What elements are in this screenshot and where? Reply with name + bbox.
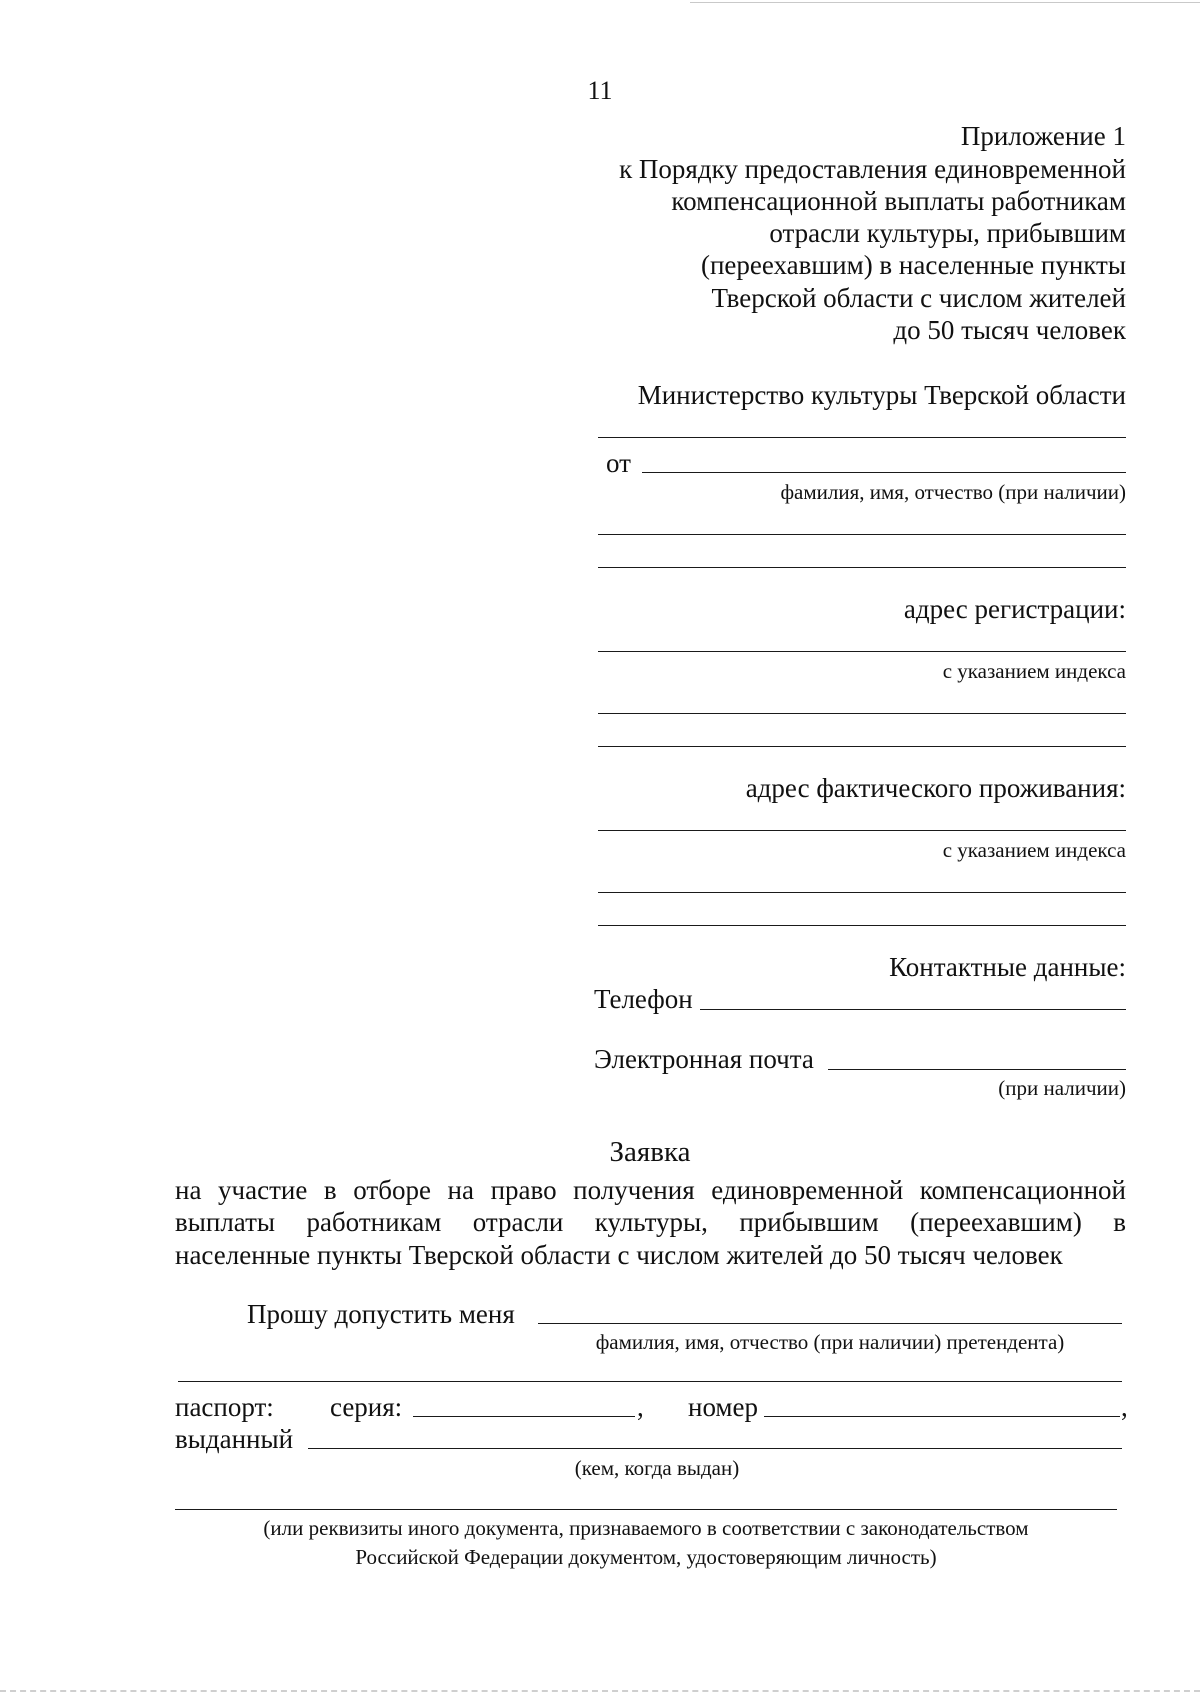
from-label: от	[606, 448, 631, 478]
actual-index-hint: с указанием индекса	[942, 838, 1126, 862]
passport-label: паспорт:	[175, 1392, 274, 1422]
applicant-extra-line[interactable]	[178, 1381, 1122, 1382]
number-label: номер	[688, 1392, 759, 1422]
series-label: серия:	[330, 1392, 403, 1422]
appendix-line-5: (переехавшим) в населенные пункты	[700, 250, 1126, 280]
appendix-line-6: Тверской области с числом жителей	[711, 283, 1126, 313]
appendix-line-1: Приложение 1	[960, 121, 1126, 151]
ministry-blank-line	[598, 437, 1126, 438]
reg-address-line-3[interactable]	[598, 746, 1126, 747]
application-title: Заявка	[609, 1136, 691, 1168]
phone-line[interactable]	[700, 1009, 1126, 1010]
page-number: 11	[587, 76, 613, 105]
number-line[interactable]	[764, 1416, 1120, 1417]
appendix-line-4: отрасли культуры, прибывшим	[769, 218, 1126, 248]
application-subtitle-line-1: на участие в отборе на право получения единовременной компенсационной	[175, 1175, 1126, 1205]
applicant-fio-line[interactable]	[538, 1323, 1122, 1324]
fio-hint: фамилия, имя, отчество (при наличии)	[780, 480, 1126, 504]
email-line[interactable]	[828, 1069, 1126, 1070]
fio-extra-line-1[interactable]	[598, 534, 1126, 535]
request-label: Прошу допустить меня	[247, 1299, 515, 1329]
series-line[interactable]	[413, 1416, 635, 1417]
application-subtitle-line-2: выплаты работникам отрасли культуры, прибывшим (переехавшим) в	[175, 1207, 1126, 1237]
scan-edge-top	[690, 2, 1200, 3]
appendix-line-2: к Порядку предоставления единовременной	[619, 154, 1126, 184]
actual-address-label: адрес фактического проживания:	[745, 773, 1126, 803]
appendix-line-3: компенсационной выплаты работникам	[671, 186, 1126, 216]
email-label: Электронная почта	[594, 1044, 814, 1074]
contacts-label: Контактные данные:	[889, 952, 1126, 982]
applicant-hint: фамилия, имя, отчество (при наличии) претендента)	[595, 1330, 1065, 1354]
scan-edge-bottom	[0, 1690, 1200, 1692]
actual-address-line-1[interactable]	[598, 830, 1126, 831]
other-doc-line[interactable]	[175, 1509, 1117, 1510]
reg-address-line-2[interactable]	[598, 713, 1126, 714]
issued-label: выданный	[175, 1424, 294, 1454]
reg-address-line-1[interactable]	[598, 651, 1126, 652]
appendix-line-7: до 50 тысяч человек	[893, 315, 1126, 345]
issued-hint: (кем, когда выдан)	[574, 1456, 740, 1480]
other-doc-hint-2: Российской Федерации документом, удостоверяющим личность)	[355, 1545, 937, 1569]
phone-label: Телефон	[594, 984, 693, 1014]
email-hint: (при наличии)	[998, 1076, 1126, 1100]
actual-address-line-3[interactable]	[598, 925, 1126, 926]
series-comma: ,	[637, 1392, 644, 1422]
from-fio-line[interactable]	[642, 472, 1126, 473]
actual-address-line-2[interactable]	[598, 892, 1126, 893]
fio-extra-line-2[interactable]	[598, 567, 1126, 568]
reg-index-hint: с указанием индекса	[942, 659, 1126, 683]
issued-line[interactable]	[308, 1448, 1122, 1449]
reg-address-label: адрес регистрации:	[903, 594, 1126, 624]
number-comma: ,	[1121, 1392, 1128, 1422]
application-subtitle-line-3: населенные пункты Тверской области с числом жителей до 50 тысяч человек	[175, 1240, 1063, 1270]
other-doc-hint-1: (или реквизиты иного документа, признаваемого в соответствии с законодательством	[263, 1516, 1029, 1540]
ministry-name: Министерство культуры Тверской области	[637, 380, 1126, 410]
